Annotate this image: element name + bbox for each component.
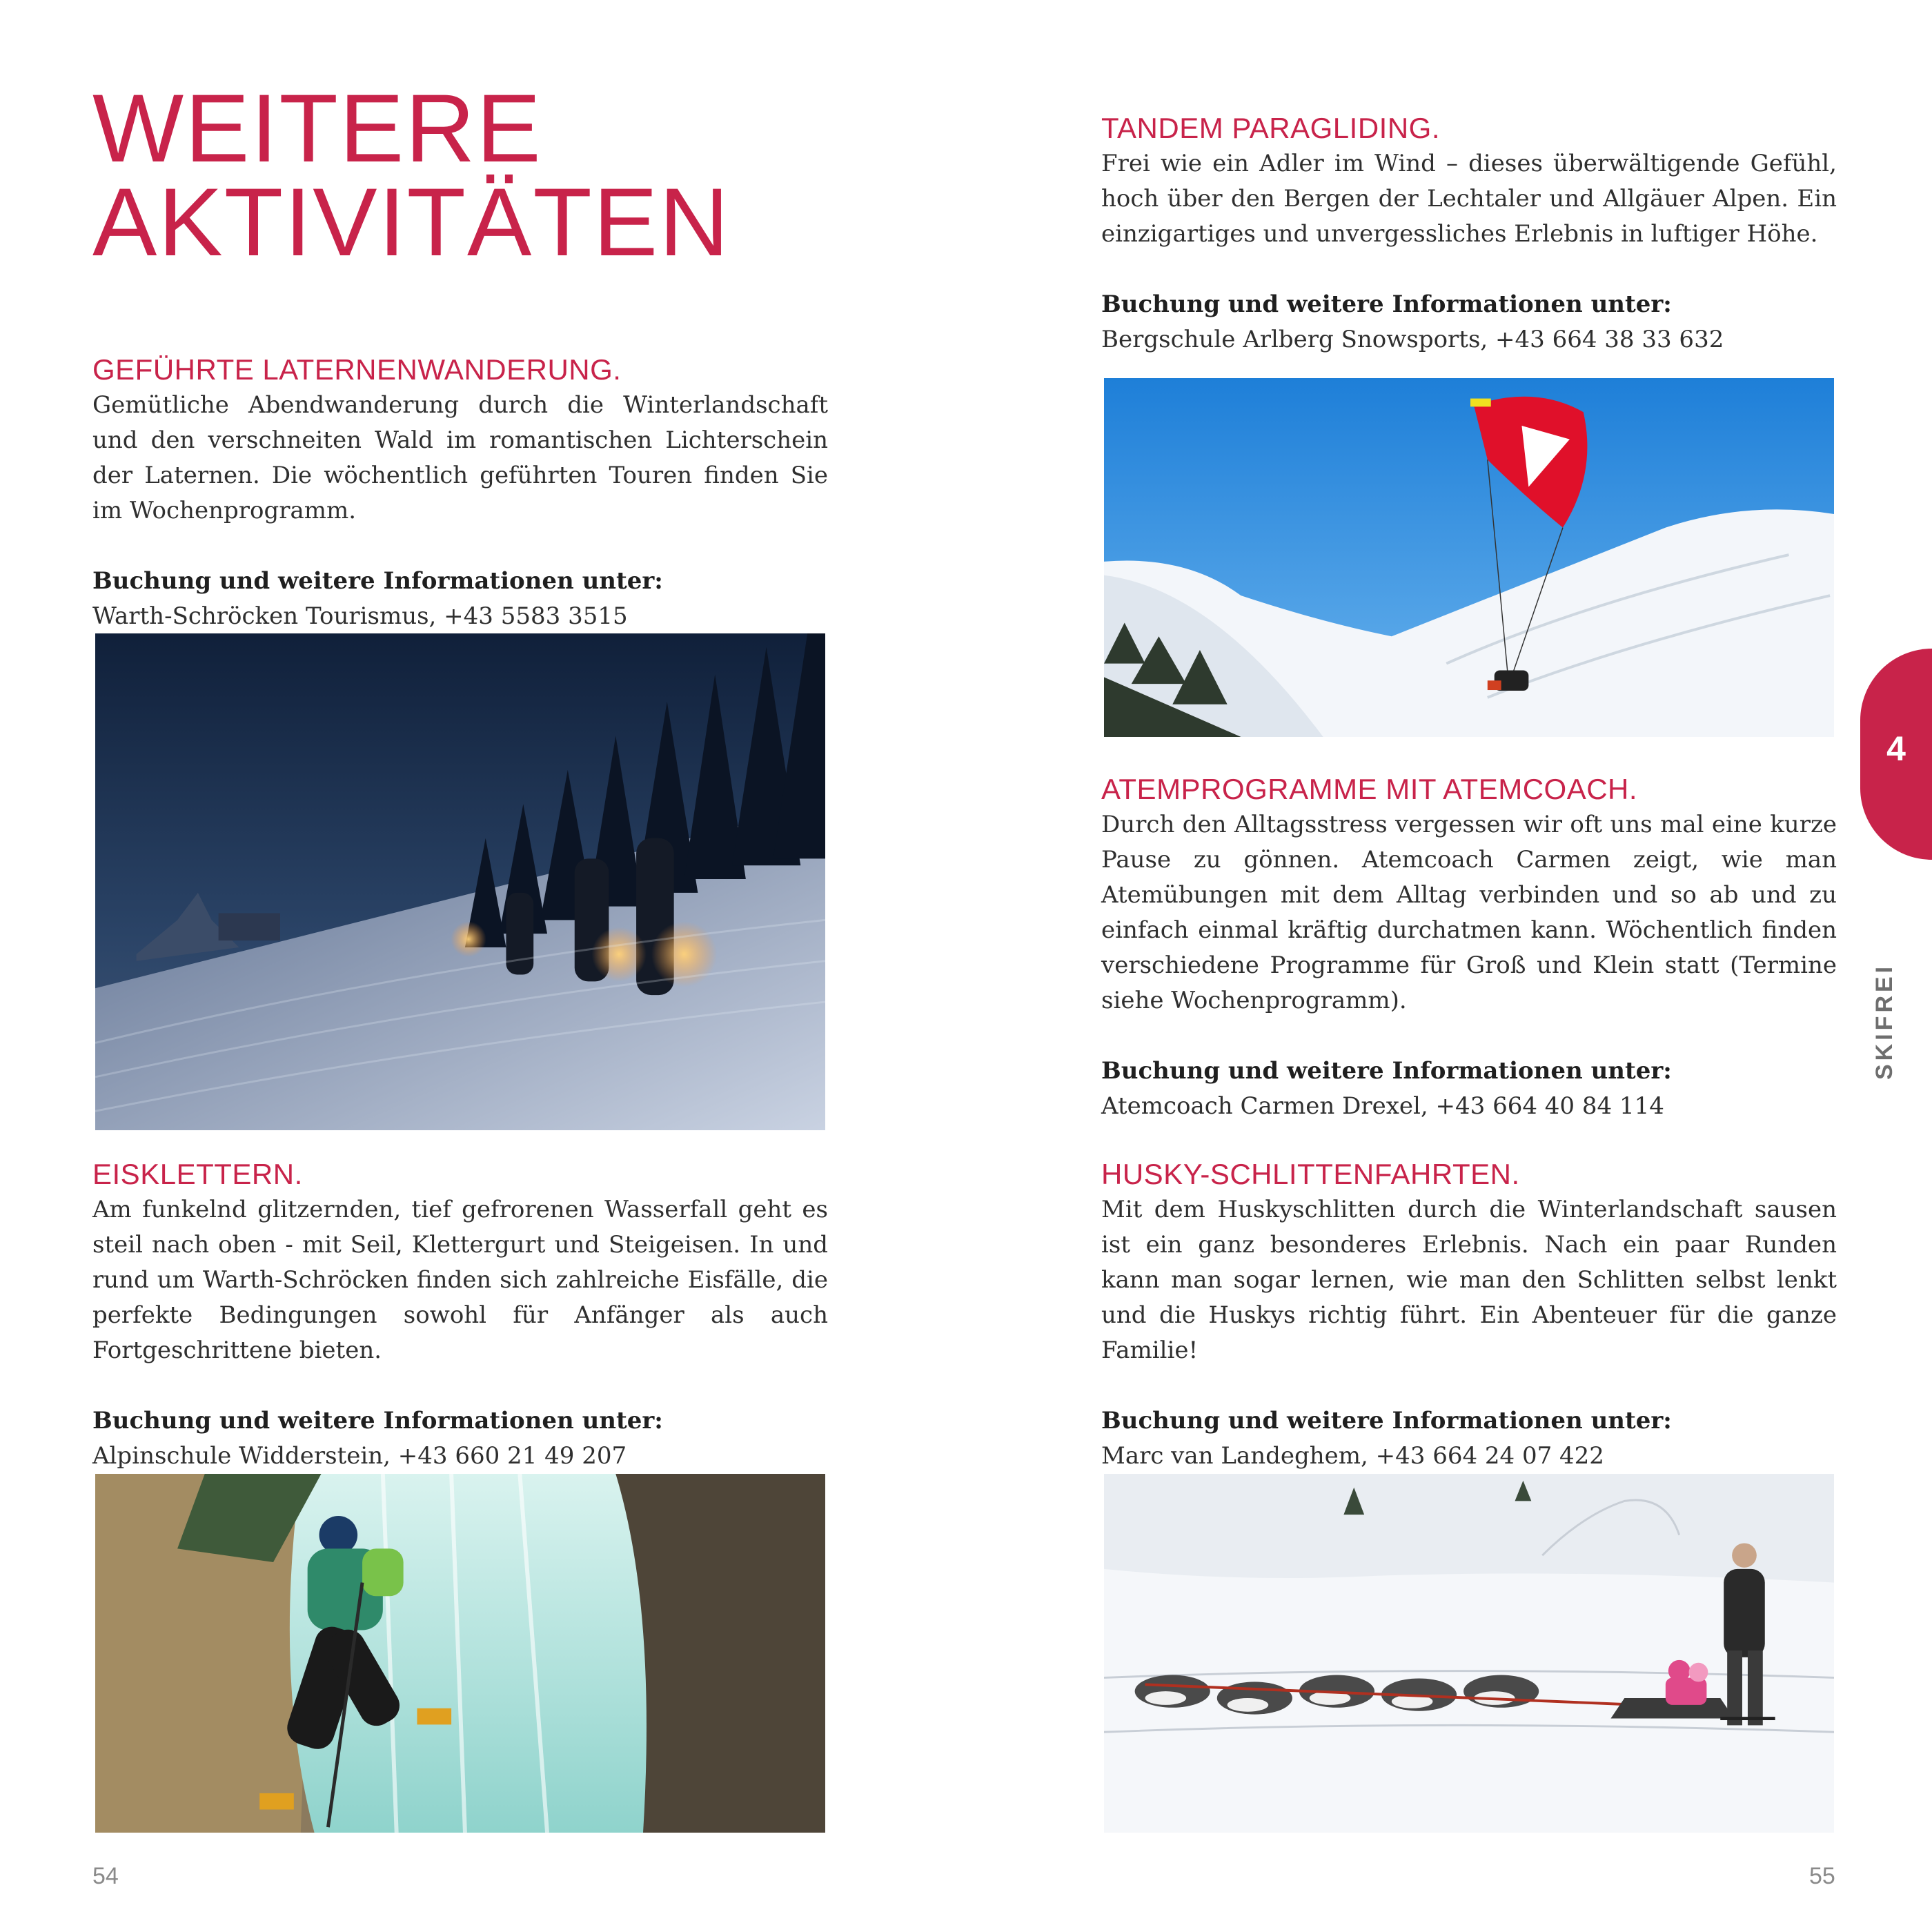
section-body: Durch den Alltagsstress vergessen wir oft uns mal eine kurze Pause zu gönnen. Atemcoach Carmen zeigt, wie man Atemübungen mit dem Alltag verbinden und so ab und zu einfach einmal kräftig durchatmen kann. Wöchentlich finden verschiedene Programme für Groß und Klein statt (Termine siehe Wochenprogramm). [1101,811,1837,1014]
page-title-line2: AKTIVITÄTEN [92,168,731,276]
section-title: HUSKY-SCHLITTENFAHRTEN. [1101,1158,1520,1190]
section-body: Mit dem Huskyschlitten durch die Winterlandschaft sausen ist ein ganz besonderes Erlebnis. Nach ein paar Runden kann man sogar lernen, wie man den Schlitten selbst lenkt und die Huskys richtig führt. Ein Abenteuer für die ganze Familie! [1101,1196,1837,1364]
photo-paragliding [1101,375,1837,740]
page-title-line1: WEITERE [92,74,542,182]
chapter-label: SKIFREI [1871,963,1897,1080]
section-body: Frei wie ein Adler im Wind – dieses überwältigende Gefühl, hoch über den Bergen der Lechtaler und Allgäuer Alpen. Ein einzigartiges und unvergessliches Erlebnis in luftiger Höhe. [1101,150,1837,248]
chapter-number: 4 [1886,729,1906,768]
section-title: GEFÜHRTE LATERNENWANDERUNG. [92,353,622,386]
section-eisklettern [92,1156,828,1474]
section-laternenwanderung [92,352,828,634]
booking-contact: Atemcoach Carmen Drexel, +43 664 40 84 114 [1101,1092,1664,1120]
photo-lantern-hike [92,631,828,1133]
section-title: EISKLETTERN. [92,1158,303,1190]
booking-contact: Warth-Schröcken Tourismus, +43 5583 3515 [92,602,628,630]
section-body: Am funkelnd glitzernden, tief gefrorenen Wasserfall geht es steil nach oben - mit Seil, Klettergurt und Steigeisen. In und rund um Warth-Schröcken finden sich zahlreiche Eisfälle, die perfekte Bedingungen sowohl für Anfänger als auch Fortgeschrittene bieten. [92,1196,828,1364]
booking-contact: Bergschule Arlberg Snowsports, +43 664 38 33 632 [1101,326,1724,353]
booking-label: Buchung und weitere Informationen unter: [1101,1407,1672,1435]
photo-ice-climbing [92,1471,828,1835]
booking-label: Buchung und weitere Informationen unter: [1101,1057,1672,1085]
section-body: Gemütliche Abendwanderung durch die Winterlandschaft und den verschneiten Wald im romantischen Lichterschein der Laternen. Die wöchentlich geführten Touren finden Sie im Wochenprogramm. [92,391,828,524]
page-number-left: 54 [92,1863,119,1889]
section-atemprogramme [1101,771,1837,1124]
booking-label: Buchung und weitere Informationen unter: [92,567,663,595]
booking-contact: Marc van Landeghem, +43 664 24 07 422 [1101,1442,1604,1470]
section-title: ATEMPROGRAMME MIT ATEMCOACH. [1101,773,1638,805]
page-title [92,74,731,276]
section-husky [1101,1156,1837,1474]
booking-label: Buchung und weitere Informationen unter: [1101,290,1672,318]
page-number-right: 55 [1809,1863,1835,1889]
section-paragliding [1101,110,1837,357]
photo-husky-sled [1101,1471,1837,1835]
section-title: TANDEM PARAGLIDING. [1101,112,1441,144]
booking-contact: Alpinschule Widderstein, +43 660 21 49 207 [92,1442,627,1470]
booking-label: Buchung und weitere Informationen unter: [92,1407,663,1435]
